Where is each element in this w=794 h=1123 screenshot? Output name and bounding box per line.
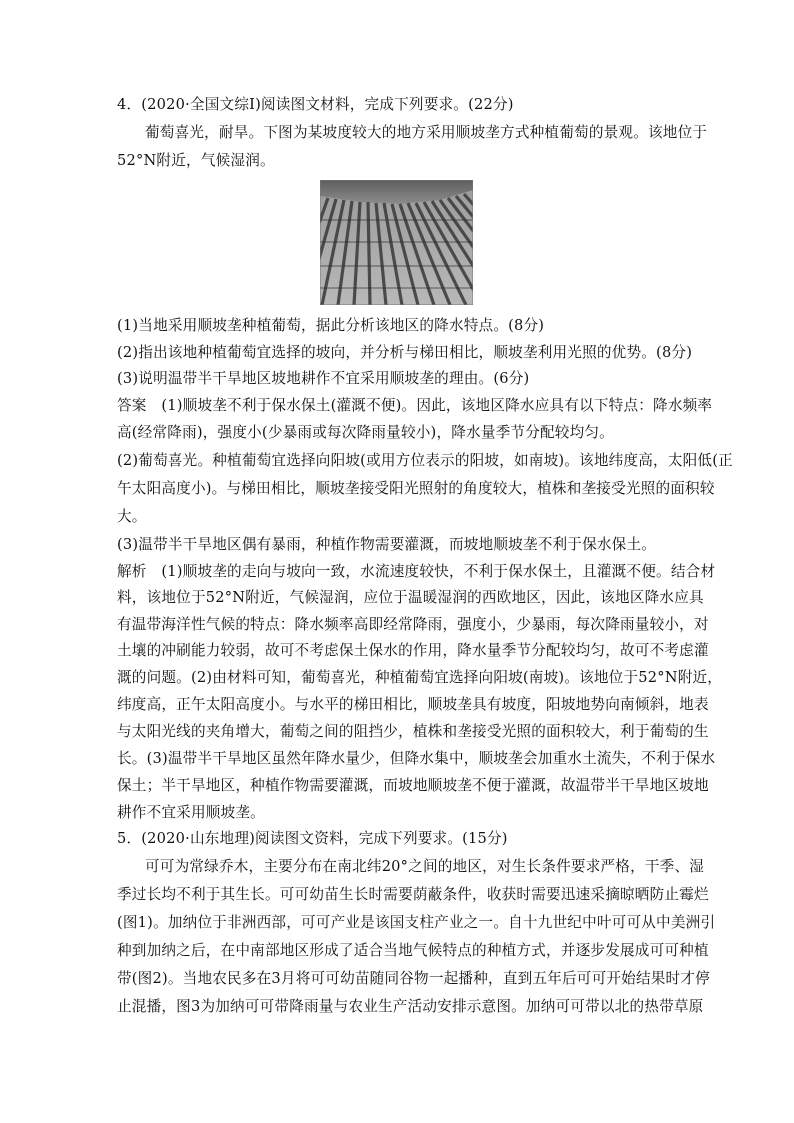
q4-analysis-line-10: 耕作不宜采用顺坡垄。 xyxy=(117,804,265,821)
q5-intro-line-5: 带(图2)。当地农民多在3月将可可幼苗随同谷物一起播种，直到五年后可可开始结果时才停 xyxy=(117,970,710,987)
q4-analysis-line-2: 料，该地位于52°N附近，气候湿润，应位于温暖湿润的西欧地区，因此，该地区降水应具 xyxy=(117,589,704,606)
q5-intro-line-3: (图1)。加纳位于非洲西部，可可产业是该国支柱产业之一。自十九世纪中叶可可从中美洲引 xyxy=(117,914,716,931)
q4-analysis-line-6: 纬度高，正午太阳高度小。与水平的梯田相比，顺坡垄具有坡度，阳坡地势向南倾斜，地表 xyxy=(117,696,709,713)
q5-intro-line-1: 可可为常绿乔木，主要分布在南北纬20°之间的地区，对生长条件要求严格，干季、湿 xyxy=(145,858,705,875)
q4-intro-line-1: 葡萄喜光，耐旱。下图为某坡度较大的地方采用顺坡垄方式种植葡萄的景观。该地位于 xyxy=(145,124,708,141)
q4-answer-line-4: 午太阳高度小)。与梯田相比，顺坡垄接受阳光照射的角度较大，植株和垄接受光照的面积较 xyxy=(117,480,715,497)
q5-intro-line-6: 止混播，图3为加纳可可带降雨量与农业生产活动安排示意图。加纳可可带以北的热带草原 xyxy=(117,998,704,1015)
q4-analysis-line-9: 保土；半干旱地区，种植作物需要灌溉，而坡地顺坡垄不便于灌溉，故温带半干旱地区坡地 xyxy=(117,777,709,794)
vineyard-photo xyxy=(320,180,473,305)
q5-header: 5．(2020·山东地理)阅读图文资料，完成下列要求。(15分) xyxy=(117,830,508,847)
q4-question-2: (2)指出该地种植葡萄宜选择的坡向，并分析与梯田相比，顺坡垄利用光照的优势。(8分) xyxy=(117,344,693,361)
q4-answer-line-3: (2)葡萄喜光。种植葡萄宜选择向阳坡(或用方位表示的阳坡，如南坡)。该地纬度高，太阳低(正 xyxy=(117,452,733,469)
q4-analysis-line-7: 与太阳光线的夹角增大，葡萄之间的阻挡少，植株和垄接受光照的面积较大，利于葡萄的生 xyxy=(117,723,709,740)
q4-analysis-line-4: 土壤的冲刷能力较弱，故可不考虑保土保水的作用，降水量季节分配较均匀，故可不考虑灌 xyxy=(117,642,709,659)
q4-answer-line-1: 答案 (1)顺坡垄不利于保水保土(灌溉不便)。因此，该地区降水应具有以下特点：降水频率 xyxy=(117,397,713,414)
q4-analysis-line-5: 溉的问题。(2)由材料可知，葡萄喜光，种植葡萄宜选择向阳坡(南坡)。该地位于52°N附近， xyxy=(117,669,723,686)
q4-analysis-line-8: 长。(3)温带半干旱地区虽然年降水量少，但降水集中，顺坡垄会加重水土流失，不利于保水 xyxy=(117,750,716,767)
q4-analysis-line-3: 有温带海洋性气候的特点：降水频率高即经常降雨，强度小，少暴雨，每次降雨量较小，对 xyxy=(117,616,709,633)
q4-question-3: (3)说明温带半干旱地区坡地耕作不宜采用顺坡垄的理由。(6分) xyxy=(117,370,530,387)
q4-question-1: (1)当地采用顺坡垄种植葡萄，据此分析该地区的降水特点。(8分) xyxy=(117,317,545,334)
q5-intro-line-4: 种到加纳之后，在中南部地区形成了适合当地气候特点的种植方式，并逐步发展成可可种植 xyxy=(117,942,709,959)
q4-answer-line-2: 高(经常降雨)，强度小(少暴雨或每次降雨量较小)，降水量季节分配较均匀。 xyxy=(117,424,614,441)
q4-intro-line-2: 52°N附近，气候湿润。 xyxy=(117,152,275,169)
q4-header: 4．(2020·全国文综Ⅰ)阅读图文材料，完成下列要求。(22分) xyxy=(117,96,514,113)
q5-intro-line-2: 季过长均不利于其生长。可可幼苗生长时需要荫蔽条件，收获时需要迅速采摘晾晒防止霉烂 xyxy=(117,886,709,903)
q4-answer-line-6: (3)温带半干旱地区偶有暴雨，种植作物需要灌溉，而坡地顺坡垄不利于保水保土。 xyxy=(117,536,657,553)
q4-analysis-line-1: 解析 (1)顺坡垄的走向与坡向一致，水流速度较快，不利于保水保土，且灌溉不便。结合材 xyxy=(117,563,716,580)
q4-answer-line-5: 大。 xyxy=(117,508,147,525)
